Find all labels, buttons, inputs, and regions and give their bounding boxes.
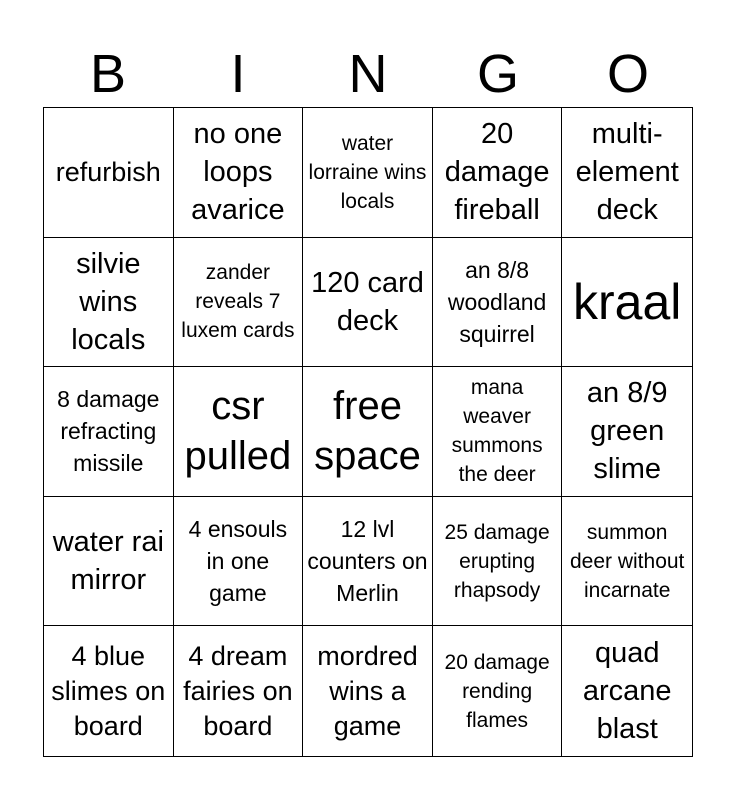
cell-text: zander reveals 7 luxem cards bbox=[181, 261, 295, 343]
cell-text: 4 ensouls in one game bbox=[188, 516, 288, 607]
bingo-cell[interactable] bbox=[174, 626, 304, 756]
bingo-cell[interactable] bbox=[174, 238, 304, 368]
cell-text: an 8/8 woodland squirrel bbox=[447, 256, 547, 347]
bingo-cell[interactable] bbox=[562, 367, 692, 497]
header-letter-n: N bbox=[348, 44, 388, 104]
cell-text: csr pulled bbox=[184, 384, 292, 479]
bingo-cell[interactable] bbox=[44, 497, 174, 627]
cell-text: refurbish bbox=[55, 156, 161, 187]
cell-text: 12 lvl counters on Merlin bbox=[307, 516, 428, 607]
cell-text: mordred wins a game bbox=[317, 640, 418, 741]
bingo-cell[interactable] bbox=[174, 497, 304, 627]
bingo-cell[interactable] bbox=[44, 238, 174, 368]
bingo-cell[interactable] bbox=[562, 626, 692, 756]
cell-text: no one loops avarice bbox=[191, 118, 285, 227]
bingo-cell[interactable] bbox=[562, 238, 692, 368]
bingo-cell[interactable] bbox=[44, 367, 174, 497]
cell-text: summon deer without incarnate bbox=[569, 520, 685, 602]
bingo-cell[interactable] bbox=[303, 497, 433, 627]
bingo-cell[interactable] bbox=[174, 367, 304, 497]
header-letter-g: G bbox=[476, 44, 519, 104]
cell-text: 4 blue slimes on board bbox=[51, 640, 166, 741]
header-letter-o: O bbox=[606, 44, 649, 104]
bingo-cell[interactable] bbox=[44, 626, 174, 756]
cell-text: 4 dream fairies on board bbox=[183, 640, 293, 741]
bingo-cell[interactable] bbox=[303, 626, 433, 756]
cell-text: 25 damage erupting rhapsody bbox=[444, 520, 550, 602]
bingo-cell[interactable] bbox=[174, 108, 304, 238]
cell-text: water rai mirror bbox=[52, 526, 164, 597]
cell-text: an 8/9 green slime bbox=[586, 377, 668, 486]
bingo-cell[interactable] bbox=[44, 108, 174, 238]
cell-text: 8 damage refracting missile bbox=[57, 386, 160, 477]
bingo-cell[interactable] bbox=[433, 108, 563, 238]
bingo-grid bbox=[43, 107, 693, 757]
bingo-cell[interactable] bbox=[303, 108, 433, 238]
bingo-cell[interactable] bbox=[303, 238, 433, 368]
cell-text: silvie wins locals bbox=[71, 247, 146, 356]
bingo-cell[interactable] bbox=[433, 497, 563, 627]
header-letter-b: B bbox=[89, 44, 127, 104]
cell-text: mana weaver summons the deer bbox=[451, 376, 543, 487]
bingo-cell[interactable] bbox=[433, 238, 563, 368]
cell-text: quad arcane blast bbox=[582, 637, 672, 746]
cell-text: multi-element deck bbox=[575, 118, 679, 227]
cell-text: kraal bbox=[573, 273, 682, 330]
cell-text: free space bbox=[314, 384, 421, 479]
cell-text: 20 damage fireball bbox=[444, 118, 550, 227]
cell-text: 120 card deck bbox=[311, 266, 424, 337]
cell-text: 20 damage rending flames bbox=[444, 650, 550, 732]
bingo-cell[interactable] bbox=[562, 497, 692, 627]
bingo-cell[interactable] bbox=[433, 626, 563, 756]
cell-text: water lorraine wins locals bbox=[308, 131, 427, 213]
bingo-cell[interactable] bbox=[562, 108, 692, 238]
bingo-cell[interactable] bbox=[433, 367, 563, 497]
header-letter-i: I bbox=[230, 44, 246, 104]
bingo-header bbox=[43, 42, 693, 106]
free-space-cell[interactable] bbox=[303, 367, 433, 497]
